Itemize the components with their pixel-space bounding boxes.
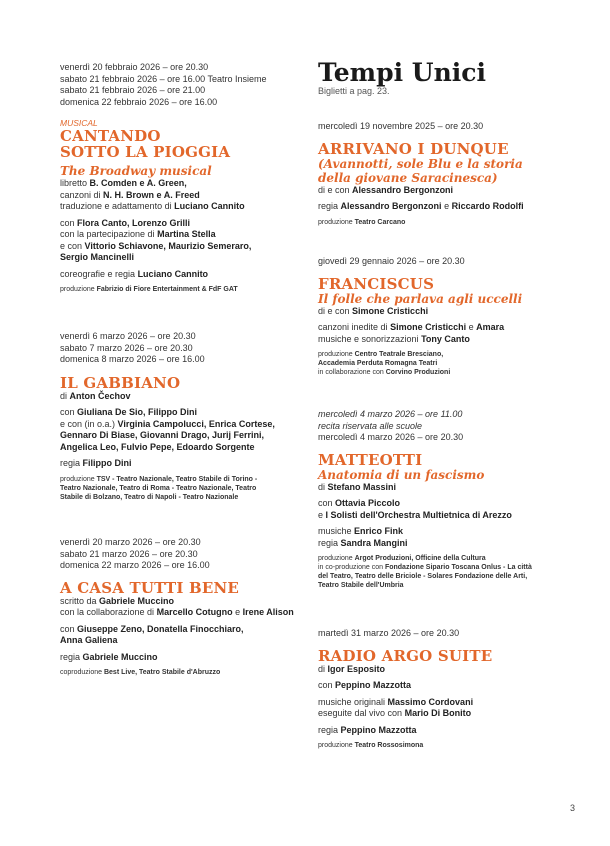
production-line: produzione TSV - Teatro Nazionale, Teatro Stabile di Torino -: [60, 475, 258, 483]
event-date: venerdì 20 marzo 2026 – ore 20.30: [60, 537, 201, 547]
credit-line: Anna Galiena: [60, 635, 118, 645]
page-number: 3: [570, 803, 576, 813]
event-date: mercoledì 4 marzo 2026 – ore 11.00: [318, 409, 463, 419]
event-date: domenica 8 marzo 2026 – ore 16.00: [60, 354, 205, 364]
credit-line: e I Solisti dell'Orchestra Multietnica di Arezzo: [318, 509, 512, 520]
event-date: sabato 7 marzo 2026 – ore 20.30: [60, 342, 193, 353]
production-line: produzione Argot Produzioni, Officine della Cultura: [318, 555, 486, 562]
event-date: sabato 21 marzo 2026 – ore 20.30: [60, 548, 198, 559]
credit-line: scritto da Gabriele Muccino: [60, 595, 175, 606]
production-line: in collaborazione con Corvino Produzioni: [318, 369, 451, 376]
credit-line: regia Filippo Dini: [60, 458, 132, 468]
credit-line: musiche originali Massimo Cordovani: [318, 696, 474, 707]
credit-line: traduzione e adattamento di Luciano Cannito: [60, 201, 245, 211]
credit-line: e con Vittorio Schiavone, Maurizio Semeraro,: [60, 240, 252, 251]
event-title: A CASA TUTTI BENE: [60, 578, 240, 597]
event-date: giovedì 29 gennaio 2026 – ore 20.30: [318, 256, 465, 266]
credit-line: di Igor Esposito: [318, 663, 386, 674]
credit-line: regia Peppino Mazzotta: [318, 724, 417, 735]
production-line: produzione Centro Teatrale Bresciano,: [318, 351, 444, 358]
credit-line: con Flora Canto, Lorenzo Grilli: [60, 217, 191, 228]
event-subtitle: Il folle che parlava agli uccelli: [318, 291, 523, 306]
production-line: produzione Teatro Rossosimona: [318, 742, 424, 749]
page-title: Tempi Unici: [318, 58, 486, 87]
credit-line: con Giuseppe Zeno, Donatella Finocchiaro,: [60, 623, 244, 634]
credit-line: Sergio Mancinelli: [60, 252, 135, 262]
credit-line: eseguite dal vivo con Mario Di Bonito: [318, 708, 472, 718]
event-arrivano-i-dunque: [318, 121, 568, 227]
credit-line: musiche Enrico Fink: [318, 526, 404, 536]
event-subtitle: della giovane Saracinesca): [318, 170, 498, 185]
credit-line: coreografie e regia Luciano Cannito: [60, 268, 209, 279]
production-line: del Teatro, Teatro delle Briciole - Solares Fondazione delle Arti,: [318, 573, 528, 580]
event-date: domenica 22 marzo 2026 – ore 16.00: [60, 560, 210, 570]
credit-line: di e con Simone Cristicchi: [318, 305, 429, 316]
credit-line: canzoni di N. H. Brown e A. Freed: [60, 189, 200, 200]
event-date: domenica 22 febbraio 2026 – ore 16.00: [60, 96, 218, 107]
event-subtitle: (Avannotti, sole Blu e la storia: [318, 156, 523, 171]
event-subtitle: The Broadway musical: [60, 164, 212, 178]
event-title: CANTANDO: [60, 127, 161, 145]
credit-line: con Ottavia Piccolo: [318, 498, 401, 508]
credit-line: regia Alessandro Bergonzoni e Riccardo Rodolfi: [318, 201, 524, 211]
event-date: mercoledì 19 novembre 2025 – ore 20.30: [318, 121, 484, 131]
event-title: RADIO ARGO SUITE: [318, 646, 493, 665]
production-line: produzione Fabrizio di Fiore Entertainment & FdF GAT: [60, 286, 238, 293]
credit-line: Gennaro Di Biase, Giovanni Drago, Jurij Ferrini,: [60, 430, 265, 440]
event-title: ARRIVANO I DUNQUE: [318, 139, 509, 158]
event-date: mercoledì 4 marzo 2026 – ore 20.30: [318, 432, 464, 442]
credit-line: regia Gabriele Muccino: [60, 651, 158, 662]
event-radio-argo-suite: [318, 628, 568, 750]
credit-line: con la collaborazione di Marcello Cotugno e Irene Alison: [60, 607, 294, 617]
credit-line: con Peppino Mazzotta: [318, 680, 412, 690]
credit-line: di Stefano Massini: [318, 481, 397, 492]
production-line: produzione Teatro Carcano: [318, 218, 406, 226]
credit-line: regia Sandra Mangini: [318, 537, 408, 548]
production-line: Accademia Perduta Romagna Teatri: [318, 360, 438, 367]
event-date: sabato 21 febbraio 2026 – ore 16.00 Teatro Insieme: [60, 73, 267, 84]
production-line: Teatro Stabile dell'Umbria: [318, 582, 404, 589]
event-title: FRANCISCUS: [318, 274, 435, 293]
event-franciscus: [318, 256, 568, 377]
event-matteotti: [318, 409, 568, 590]
event-gabbiano: [60, 331, 295, 502]
event-date: martedì 31 marzo 2026 – ore 20.30: [318, 628, 460, 638]
event-subtitle: Anatomia di un fascismo: [318, 467, 485, 482]
credit-line: Angelica Leo, Fulvio Pepe, Edoardo Sorgente: [60, 441, 255, 452]
event-genre: MUSICAL: [60, 118, 98, 128]
production-line: Stabile di Bolzano, Teatro di Napoli - Teatro Nazionale: [60, 493, 239, 501]
credit-line: di e con Alessandro Bergonzoni: [318, 184, 454, 195]
credit-line: libretto B. Comden e A. Green,: [60, 178, 187, 188]
credit-line: di Anton Čechov: [60, 390, 131, 401]
credit-line: con la partecipazione di Martina Stella: [60, 229, 216, 239]
event-title: IL GABBIANO: [60, 373, 181, 392]
production-line: coproduzione Best Live, Teatro Stabile d'Abruzzo: [60, 669, 221, 676]
event-title: MATTEOTTI: [318, 450, 423, 469]
production-line: in co-produzione con Fondazione Sipario Toscana Onlus - La città: [318, 564, 532, 571]
event-cantando: [60, 62, 295, 294]
event-casa-tutti-bene: [60, 537, 295, 677]
event-note: recita riservata alle scuole: [318, 420, 423, 431]
credit-line: musiche e sonorizzazioni Tony Canto: [318, 333, 470, 344]
event-title: SOTTO LA PIOGGIA: [60, 143, 231, 161]
event-date: sabato 21 febbraio 2026 – ore 21.00: [60, 85, 206, 95]
event-date: venerdì 20 febbraio 2026 – ore 20.30: [60, 62, 209, 72]
event-date: venerdì 6 marzo 2026 – ore 20.30: [60, 331, 196, 341]
credit-line: e con (in o.a.) Virginia Campolucci, Enrica Cortese,: [60, 418, 275, 429]
credit-line: con Giuliana De Sio, Filippo Dini: [60, 407, 198, 417]
production-line: Teatro Nazionale, Teatro di Roma - Teatro Nazionale, Teatro: [60, 484, 257, 492]
page-subtitle: Biglietti a pag. 23.: [318, 86, 390, 96]
credit-line: canzoni inedite di Simone Cristicchi e Amara: [318, 322, 505, 332]
